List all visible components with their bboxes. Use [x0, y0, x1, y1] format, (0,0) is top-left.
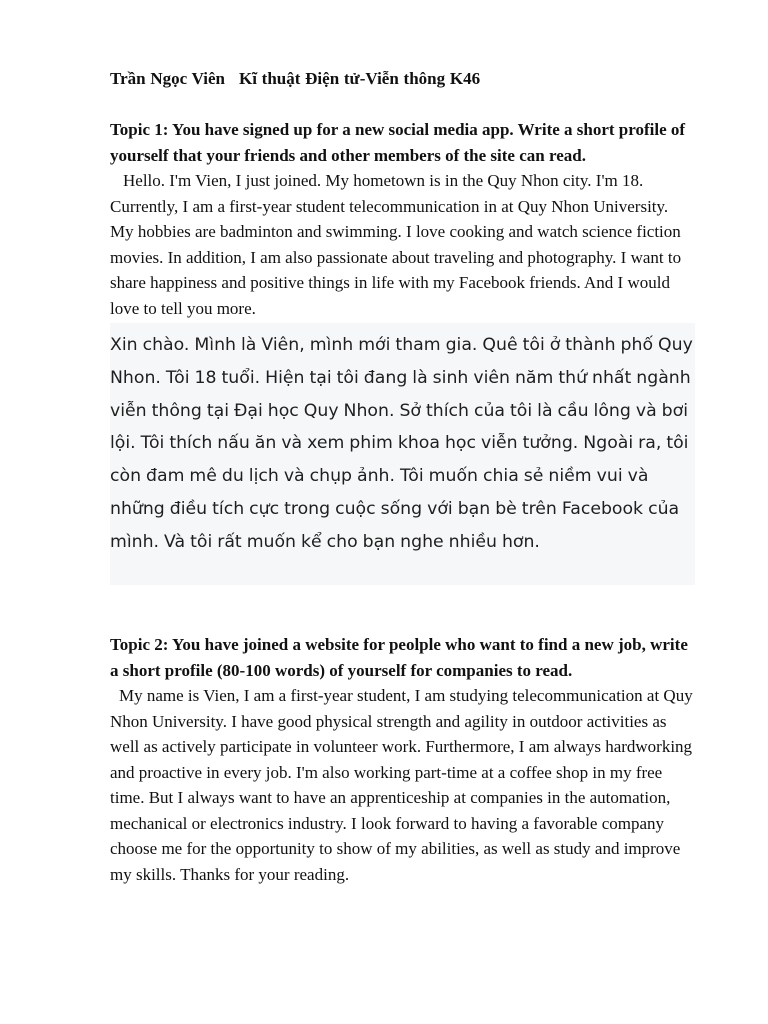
topic-1-answer [110, 168, 695, 321]
topic-1-answer-text: Hello. I'm Vien, I just joined. My hometown is in the Quy Nhon city. I'm 18. Currently, I am a first-year student telecommunication in at Quy Nhon University. My hobbies are badminton and swimming. I love cooking and watch science fiction movies. In addition, I am also passionate about traveling and photography. I want to share happiness and positive things in life with my Facebook friends. And I would love to tell you more. [110, 171, 682, 318]
topic-2-section [110, 632, 695, 887]
topic-2-answer [110, 683, 695, 887]
author-name: Trần Ngọc Viên [110, 69, 225, 88]
topic-2-answer-text: My name is Vien, I am a first-year student, I am studying telecommunication at Quy Nhon University. I have good physical strength and agility in outdoor activities as well as actively participate in volunteer work. Furthermore, I am always hardworking and proactive in every job. I'm also working part-time at a coffee shop in my free time. But I always want to have an apprenticeship at companies in the automation, mechanical or electronics industry. I look forward to having a favorable company choose me for the opportunity to show of my abilities, as well as study and improve my skills. Thanks for your reading. [110, 686, 693, 884]
topic-1-section [110, 117, 695, 321]
topic-1-label: Topic 1 [110, 120, 163, 139]
document-header [110, 68, 480, 90]
class-name: Kĩ thuật Điện tử-Viễn thông K46 [238, 69, 481, 88]
topic-2-prompt: Topic 2: You have joined a website for peolple who want to find a new job, write a short profile (80-100 words) of yourself for companies to read. [110, 635, 688, 680]
topic-1-prompt-text: : You have signed up for a new social media app. Write a short profile of yourself that your friends and other members of the site can read. [110, 120, 686, 165]
topic-1-prompt [110, 117, 695, 168]
topic-1-translation: Xin chào. Mình là Viên, mình mới tham gia. Quê tôi ở thành phố Quy Nhon. Tôi 18 tuổi. Hiện tại tôi đang là sinh viên năm thứ nhất ngành viễn thông tại Đại học Quy Nhon. Sở thích của tôi là cầu lông và bơi lội. Tôi thích nấu ăn và xem phim khoa học viễn tưởng. Ngoài ra, tôi còn đam mê du lịch và chụp ảnh. Tôi muốn chia sẻ niềm vui và những điều tích cực trong cuộc sống với bạn bè trên Facebook của mình. Và tôi rất muốn kể cho bạn nghe nhiều hơn. [110, 323, 695, 585]
